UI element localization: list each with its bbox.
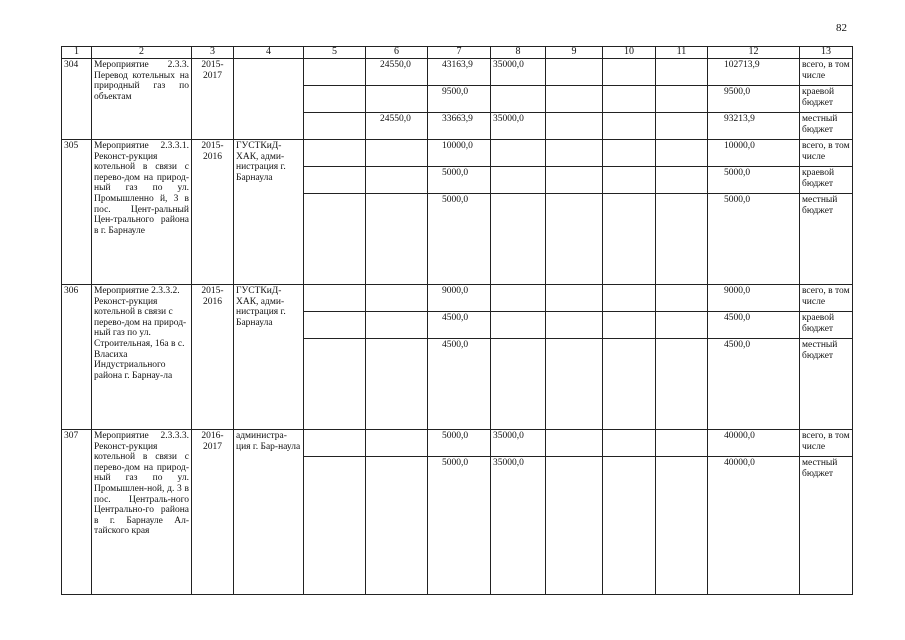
cell-c7: 10000,0 <box>428 140 491 167</box>
cell-c12: 102713,9 <box>708 59 800 86</box>
cell-c7: 4500,0 <box>428 339 491 430</box>
cell-c10 <box>603 312 656 339</box>
header-cell: 5 <box>304 47 366 59</box>
table-row <box>62 430 853 457</box>
cell-c8: 35000,0 <box>491 113 546 140</box>
cell-c10 <box>603 339 656 430</box>
cell-c10 <box>603 285 656 312</box>
row-executor: ГУСТКиД-ХАК, адми-нистрация г. Барнаула <box>234 285 304 430</box>
header-cell: 11 <box>656 47 708 59</box>
row-period: 2016-2017 <box>192 430 234 595</box>
cell-c7: 33663,9 <box>428 113 491 140</box>
cell-c10 <box>603 86 656 113</box>
row-period: 2015-2016 <box>192 140 234 285</box>
cell-c10 <box>603 59 656 86</box>
header-cell: 7 <box>428 47 491 59</box>
cell-c8 <box>491 194 546 285</box>
cell-c9 <box>546 339 603 430</box>
cell-c8 <box>491 285 546 312</box>
cell-c7: 5000,0 <box>428 167 491 194</box>
cell-c12: 4500,0 <box>708 312 800 339</box>
header-cell: 1 <box>62 47 92 59</box>
cell-c8: 35000,0 <box>491 457 546 595</box>
cell-c8 <box>491 86 546 113</box>
cell-c7: 43163,9 <box>428 59 491 86</box>
cell-c9 <box>546 430 603 457</box>
cell-c7: 4500,0 <box>428 312 491 339</box>
budget-table <box>61 46 853 595</box>
row-period: 2015-2016 <box>192 285 234 430</box>
cell-c9 <box>546 285 603 312</box>
cell-c10 <box>603 113 656 140</box>
cell-c6 <box>366 140 428 167</box>
header-cell: 3 <box>192 47 234 59</box>
row-name: Мероприятие 2.3.3. Перевод котельных на природный газ по объектам <box>92 59 192 140</box>
page-number: 82 <box>836 22 847 34</box>
cell-c9 <box>546 86 603 113</box>
cell-c11 <box>656 167 708 194</box>
cell-source: краевой бюджет <box>800 167 853 194</box>
row-executor: администра-ция г. Бар-наула <box>234 430 304 595</box>
row-id: 307 <box>62 430 92 595</box>
header-cell: 4 <box>234 47 304 59</box>
cell-c12: 40000,0 <box>708 430 800 457</box>
cell-c5 <box>304 86 366 113</box>
cell-source: местный бюджет <box>800 457 853 595</box>
cell-c8 <box>491 167 546 194</box>
cell-c9 <box>546 59 603 86</box>
cell-c7: 5000,0 <box>428 430 491 457</box>
cell-c11 <box>656 140 708 167</box>
cell-source: местный бюджет <box>800 194 853 285</box>
row-executor <box>234 59 304 140</box>
cell-c7: 9500,0 <box>428 86 491 113</box>
cell-c6 <box>366 285 428 312</box>
header-cell: 9 <box>546 47 603 59</box>
header-cell: 12 <box>708 47 800 59</box>
cell-c5 <box>304 113 366 140</box>
cell-c6 <box>366 312 428 339</box>
cell-c12: 10000,0 <box>708 140 800 167</box>
cell-c6 <box>366 194 428 285</box>
cell-c6: 24550,0 <box>366 59 428 86</box>
cell-c6: 24550,0 <box>366 113 428 140</box>
row-id: 304 <box>62 59 92 140</box>
cell-c9 <box>546 113 603 140</box>
row-period: 2015-2017 <box>192 59 234 140</box>
header-row <box>62 47 853 59</box>
row-id: 305 <box>62 140 92 285</box>
table-row <box>62 59 853 86</box>
cell-c10 <box>603 194 656 285</box>
cell-c8 <box>491 140 546 167</box>
cell-c5 <box>304 167 366 194</box>
cell-c5 <box>304 285 366 312</box>
cell-c6 <box>366 167 428 194</box>
cell-source: местный бюджет <box>800 113 853 140</box>
row-name: Мероприятие 2.3.3.3. Реконст-рукция котельной в связи с перево-дом на природ-ный газ по ул. Промышлен-ной, д. 3 в пос. Централь-ного Центрально-го района в г. Барнауле Ал-тайского края <box>92 430 192 595</box>
cell-c9 <box>546 167 603 194</box>
cell-c12: 5000,0 <box>708 194 800 285</box>
table-row <box>62 285 853 312</box>
cell-c8: 35000,0 <box>491 430 546 457</box>
cell-c10 <box>603 167 656 194</box>
cell-c11 <box>656 86 708 113</box>
cell-c8 <box>491 339 546 430</box>
cell-c11 <box>656 430 708 457</box>
cell-source: краевой бюджет <box>800 312 853 339</box>
cell-c12: 9000,0 <box>708 285 800 312</box>
cell-c9 <box>546 194 603 285</box>
cell-c6 <box>366 339 428 430</box>
cell-c11 <box>656 457 708 595</box>
cell-c10 <box>603 430 656 457</box>
header-cell: 10 <box>603 47 656 59</box>
cell-c7: 9000,0 <box>428 285 491 312</box>
cell-c12: 9500,0 <box>708 86 800 113</box>
row-name: Мероприятие 2.3.3.2. Реконст-рукция котельной в связи с перево-дом на природ-ный газ по ул. Строительная, 16а в с. Власиха Индустриального района г. Барнау-ла <box>92 285 192 430</box>
row-id: 306 <box>62 285 92 430</box>
cell-c11 <box>656 194 708 285</box>
cell-c7: 5000,0 <box>428 457 491 595</box>
cell-c5 <box>304 457 366 595</box>
cell-c12: 5000,0 <box>708 167 800 194</box>
cell-c5 <box>304 312 366 339</box>
row-executor: ГУСТКиД-ХАК, адми-нистрация г. Барнаула <box>234 140 304 285</box>
cell-c12: 40000,0 <box>708 457 800 595</box>
cell-c12: 4500,0 <box>708 339 800 430</box>
cell-c5 <box>304 59 366 86</box>
cell-c11 <box>656 312 708 339</box>
cell-c5 <box>304 140 366 167</box>
cell-source: всего, в том числе <box>800 59 853 86</box>
cell-c9 <box>546 457 603 595</box>
cell-source: местный бюджет <box>800 339 853 430</box>
cell-source: всего, в том числе <box>800 430 853 457</box>
header-cell: 13 <box>800 47 853 59</box>
cell-c11 <box>656 285 708 312</box>
table-row <box>62 140 853 167</box>
cell-c6 <box>366 457 428 595</box>
header-cell: 2 <box>92 47 192 59</box>
header-cell: 6 <box>366 47 428 59</box>
cell-c5 <box>304 339 366 430</box>
cell-c5 <box>304 430 366 457</box>
cell-c9 <box>546 140 603 167</box>
cell-c8 <box>491 312 546 339</box>
cell-source: всего, в том числе <box>800 140 853 167</box>
cell-c6 <box>366 430 428 457</box>
cell-c8: 35000,0 <box>491 59 546 86</box>
cell-c11 <box>656 59 708 86</box>
cell-c6 <box>366 86 428 113</box>
cell-c9 <box>546 312 603 339</box>
cell-source: краевой бюджет <box>800 86 853 113</box>
cell-c7: 5000,0 <box>428 194 491 285</box>
cell-c11 <box>656 339 708 430</box>
cell-source: всего, в том числе <box>800 285 853 312</box>
row-name: Мероприятие 2.3.3.1. Реконст-рукция котельной в связи с перево-дом на природ-ный газ по ул. Промышленно й, 3 в пос. Цент-ральный Цен-трального района в г. Барнауле <box>92 140 192 285</box>
cell-c10 <box>603 457 656 595</box>
cell-c11 <box>656 113 708 140</box>
header-cell: 8 <box>491 47 546 59</box>
cell-c10 <box>603 140 656 167</box>
cell-c12: 93213,9 <box>708 113 800 140</box>
cell-c5 <box>304 194 366 285</box>
